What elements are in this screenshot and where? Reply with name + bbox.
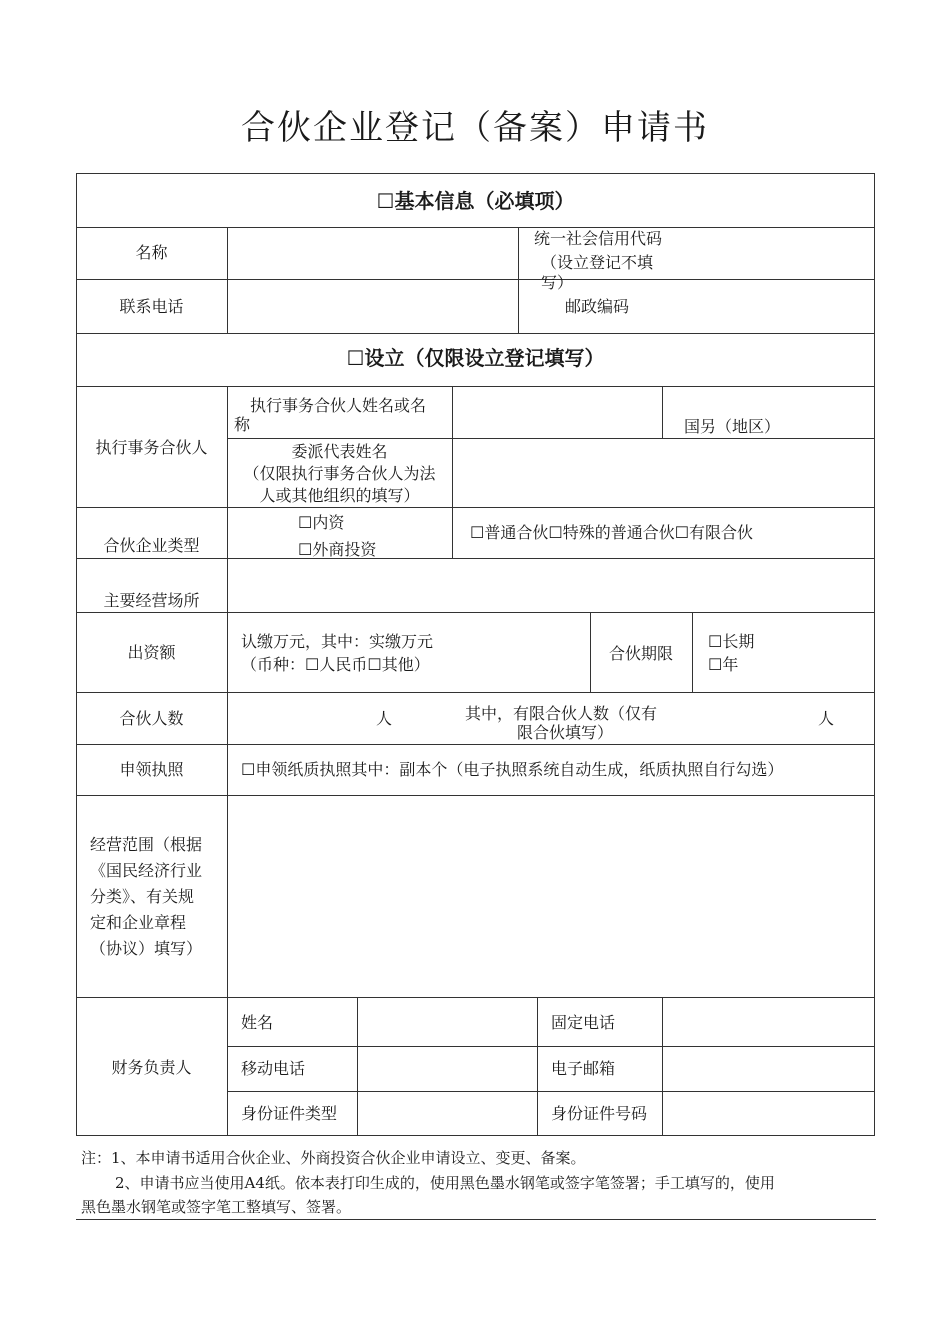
term-label: 合伙期限 <box>608 644 673 663</box>
type-domestic-checkbox[interactable]: ☐内资 <box>298 513 345 532</box>
license-label: 申领执照 <box>119 760 184 779</box>
column-divider <box>662 386 663 438</box>
delegate-label-line2: （仅限执行事务合伙人为法 <box>243 464 436 483</box>
basic-info-header[interactable]: ☐基本信息（必填项） <box>376 189 575 213</box>
enterprise-type-label: 合伙企业类型 <box>103 536 200 555</box>
capital-currency-text[interactable]: （币种：☐人民币☐其他） <box>241 655 430 674</box>
type-foreign-checkbox[interactable]: ☐外商投资 <box>298 540 377 559</box>
postcode-label: 邮政编码 <box>565 297 630 316</box>
credit-code-field[interactable] <box>680 228 874 278</box>
scope-label-line1: 经营范围（根据 <box>90 835 203 854</box>
scope-label-line2: 《国民经济行业 <box>90 861 203 880</box>
credit-code-label-line2: （设立登记不填 <box>541 253 654 272</box>
country-label: 国另（地区） <box>684 417 781 436</box>
capital-amount-text[interactable]: 认缴万元，其中：实缴万元 <box>241 632 434 651</box>
limited-partners-unit: 人 <box>818 709 835 728</box>
finance-name-field[interactable] <box>358 998 536 1045</box>
id-type-field[interactable] <box>358 1092 536 1135</box>
capital-label: 出资额 <box>127 643 176 662</box>
id-number-label: 身份证件号码 <box>551 1104 648 1123</box>
partners-unit: 人 <box>376 709 393 728</box>
id-number-field[interactable] <box>663 1092 874 1135</box>
postcode-field[interactable] <box>680 280 874 332</box>
business-scope-field[interactable] <box>228 796 874 996</box>
row-divider <box>76 333 875 334</box>
name-label: 名称 <box>135 243 168 262</box>
term-year-checkbox[interactable]: ☐年 <box>708 655 739 674</box>
phone-label: 联系电话 <box>119 297 184 316</box>
fixed-phone-label: 固定电话 <box>551 1013 616 1032</box>
name-field[interactable] <box>228 228 517 278</box>
notes-underline <box>76 1219 876 1220</box>
column-divider <box>537 997 538 1136</box>
scope-label-line4: 定和企业章程 <box>90 913 187 932</box>
credit-code-label-line3: 写） <box>541 273 574 292</box>
email-field[interactable] <box>663 1047 874 1090</box>
row-divider <box>76 744 875 745</box>
mobile-phone-field[interactable] <box>358 1047 536 1090</box>
exec-name-field[interactable] <box>453 387 661 437</box>
address-field[interactable] <box>228 559 874 611</box>
page-title: 合伙企业登记（备案）申请书 <box>241 108 709 148</box>
fixed-phone-field[interactable] <box>663 998 874 1045</box>
exec-name-label-line2: 称 <box>234 415 251 434</box>
row-divider <box>76 612 875 613</box>
column-divider <box>692 612 693 692</box>
phone-field[interactable] <box>228 280 517 332</box>
email-label: 电子邮箱 <box>551 1059 616 1078</box>
limited-partners-label-line1: 其中，有限合伙人数（仅有 <box>465 704 658 723</box>
note-line-2: 2、申请书应当使用A4纸。依本表打印生成的，使用黑色墨水钢笔或签字笔签署；手工填写的，使用 <box>115 1174 775 1192</box>
note-line-1: 注：1、本申请书适用合伙企业、外商投资合伙企业申请设立、变更、备案。 <box>81 1149 586 1167</box>
scope-label-line3: 分类》、有关规 <box>90 887 195 906</box>
license-paper-checkbox[interactable]: ☐申领纸质执照其中：副本个（电子执照系统自动生成，纸质执照自行勾选） <box>241 760 784 779</box>
exec-partner-label: 执行事务合伙人 <box>95 438 208 457</box>
partners-count-label: 合伙人数 <box>119 709 184 728</box>
credit-code-label <box>519 228 679 292</box>
row-divider <box>76 507 875 508</box>
limited-partners-label-line2: 限合伙填写） <box>517 723 614 742</box>
exec-name-label-line1: 执行事务合伙人姓名或名 <box>250 396 427 415</box>
mobile-phone-label: 移动电话 <box>241 1059 306 1078</box>
row-divider <box>76 692 875 693</box>
term-long-checkbox[interactable]: ☐长期 <box>708 632 755 651</box>
partnership-type-options[interactable]: ☐普通合伙☐特殊的普通合伙☐有限合伙 <box>470 523 754 542</box>
address-label: 主要经营场所 <box>103 591 200 610</box>
scope-label-line5: （协议）填写） <box>90 939 203 958</box>
establish-header[interactable]: ☐设立（仅限设立登记填写） <box>346 346 605 370</box>
delegate-label-line1: 委派代表姓名 <box>291 442 388 461</box>
finance-head-label: 财务负责人 <box>111 1058 192 1077</box>
delegate-field[interactable] <box>453 439 874 506</box>
id-type-label: 身份证件类型 <box>241 1104 338 1123</box>
note-line-3: 黑色墨水钢笔或签字笔工整填写、签署。 <box>81 1198 352 1216</box>
credit-code-label-line1: 统一社会信用代码 <box>534 229 663 248</box>
delegate-label-line3: 人或其他组织的填写） <box>259 486 420 505</box>
finance-name-label: 姓名 <box>241 1013 274 1032</box>
